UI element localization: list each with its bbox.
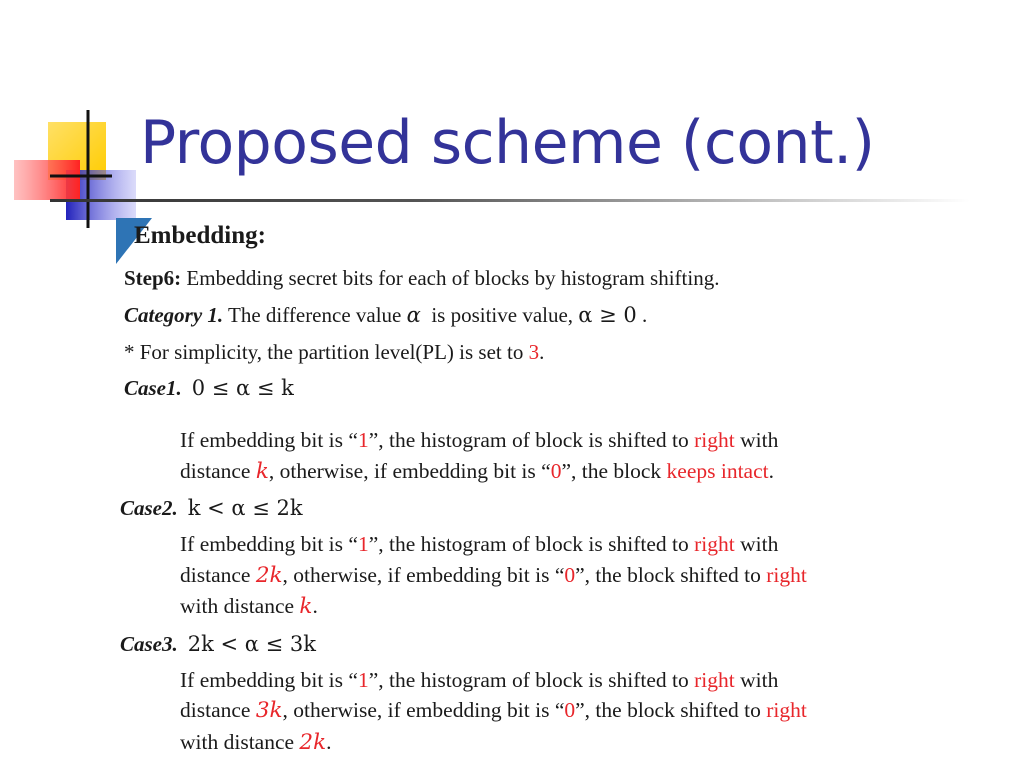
step6-label: Step6: — [124, 266, 182, 290]
case1-text: If embedding bit is “ — [180, 428, 358, 452]
case1-bit-zero: 0 — [550, 458, 562, 483]
case2-text: ”, the block shifted to — [575, 562, 767, 587]
note-end: . — [539, 340, 545, 364]
case1-text: ”, the block — [561, 458, 667, 483]
case2-text: with — [734, 532, 779, 556]
case3-text: with distance — [180, 729, 300, 754]
case3-text: , otherwise, if embedding bit is “ — [282, 698, 565, 722]
case3-condition: 2k < α ≤ 3k — [187, 631, 316, 656]
category1-text-mid: is positive value, — [420, 303, 579, 327]
case3-right-word-2: right — [766, 698, 807, 722]
case3-text: with — [734, 667, 779, 692]
case1-header — [124, 371, 1010, 409]
case1-distance-k: k — [255, 458, 269, 484]
slide-title: Proposed scheme (cont.) — [140, 108, 875, 178]
category1-text-after: . — [636, 303, 648, 327]
case3-bit-zero: 0 — [564, 698, 576, 722]
case2-text: distance — [180, 562, 256, 587]
case2-text: If embedding bit is “ — [180, 532, 358, 556]
case1-text: . — [768, 458, 774, 483]
embedding-heading: Embedding: — [134, 222, 266, 249]
case2-header — [120, 491, 1010, 529]
partition-level-value: 3 — [528, 340, 540, 364]
note-text: * For simplicity, the partition level(PL) is set to — [124, 340, 529, 364]
case2-text: ”, the histogram of block is shifted to — [368, 532, 695, 556]
case3-label: Case3. — [120, 631, 178, 656]
case2-body — [180, 529, 1010, 623]
case1-text: distance — [180, 458, 256, 483]
case1-text: , otherwise, if embedding bit is “ — [268, 458, 551, 483]
case3-text: ”, the block shifted to — [575, 698, 767, 722]
decor-red-bar — [14, 160, 80, 200]
case1-keeps-intact: keeps intact — [666, 458, 769, 483]
case3-header — [120, 627, 1010, 665]
case3-text: . — [326, 729, 332, 754]
case2-bit-zero: 0 — [564, 562, 576, 587]
case1-text: with — [734, 428, 779, 452]
note-line — [124, 334, 1010, 371]
case2-bit-one: 1 — [357, 532, 369, 556]
case3-distance-3k: 3k — [255, 698, 283, 723]
slide-corner-decoration — [0, 0, 140, 240]
case2-condition: k < α ≤ 2k — [187, 496, 303, 520]
case2-text: with distance — [180, 594, 300, 618]
case1-label: Case1. — [124, 376, 182, 400]
case2-distance-2k: 2k — [255, 562, 283, 588]
case3-right-word: right — [694, 667, 735, 692]
category1-text-before: The difference value — [223, 303, 407, 327]
case2-text: . — [312, 594, 318, 618]
case3-distance-2k: 2k — [299, 729, 327, 755]
case1-condition: 0 ≤ α ≤ k — [191, 376, 294, 400]
case1-bit-one: 1 — [357, 428, 369, 452]
category1-math: α ≥ 0 — [578, 303, 637, 327]
case3-text: distance — [180, 698, 256, 722]
case2-right-word: right — [694, 532, 735, 556]
title-underline — [50, 199, 970, 202]
case3-text: ”, the histogram of block is shifted to — [368, 667, 695, 692]
case2-label: Case2. — [120, 496, 178, 520]
category1-label: Category 1. — [124, 303, 224, 327]
case3-text: If embedding bit is “ — [180, 667, 358, 692]
case3-bit-one: 1 — [357, 667, 369, 692]
case1-right-word: right — [694, 428, 735, 452]
case1-text: ”, the histogram of block is shifted to — [368, 428, 695, 452]
step6-line — [124, 260, 1010, 297]
case2-text: , otherwise, if embedding bit is “ — [282, 562, 565, 587]
step6-text: Embedding secret bits for each of blocks by histogram shifting. — [181, 266, 720, 290]
case1-body — [180, 425, 1010, 487]
alpha-symbol: α — [406, 303, 421, 327]
case2-distance-k: k — [299, 594, 313, 619]
case2-right-word-2: right — [766, 562, 807, 587]
case3-body — [180, 665, 1010, 759]
spacer — [120, 409, 1010, 425]
category1-line — [124, 297, 1010, 334]
embedded-content — [120, 220, 1010, 758]
